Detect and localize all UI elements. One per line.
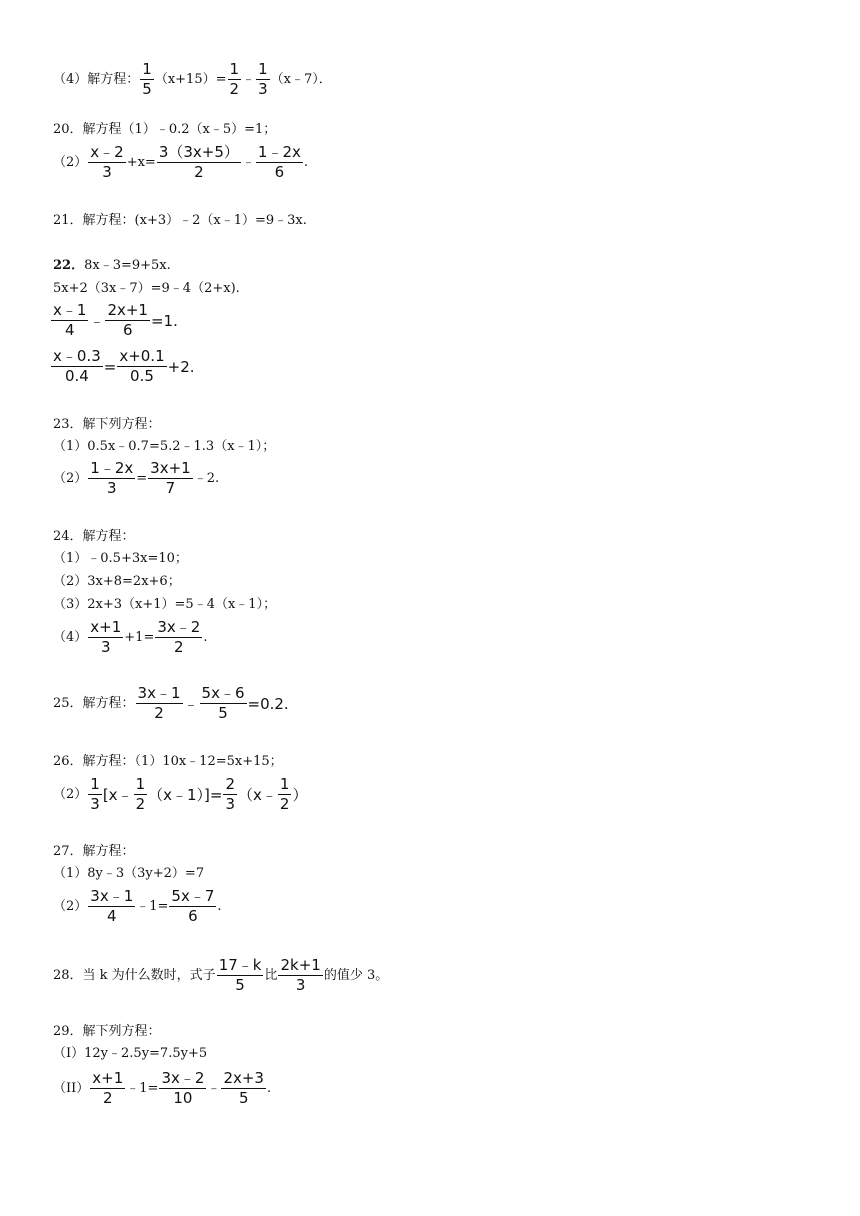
math-text: （x﹣7）． (270, 71, 332, 87)
q27-part1: （1）8y﹣3（3y+2）=7 (53, 866, 205, 881)
q29-part2 (53, 1069, 271, 1108)
q22-line2: 5x+2（3x﹣7）=9﹣4（2+x). (53, 281, 240, 296)
fraction: $\frac{5x﹣7}{6}$ (171, 887, 215, 925)
math-text: +2. (167, 357, 195, 376)
q23-heading: 23．解下列方程： (53, 417, 161, 432)
math-text: . (266, 1080, 272, 1096)
fraction: $\frac{3x﹣2}{10}$ (161, 1069, 205, 1107)
fraction: $\frac{3x﹣2}{2}$ (157, 618, 201, 656)
fraction: $\frac{2k+1}{3}$ (280, 956, 321, 994)
q24-part1: （1）﹣0.5+3x=10； (53, 551, 188, 566)
fraction: $\frac{x﹣2}{3}$ (90, 143, 124, 181)
math-text: =1. (150, 311, 178, 330)
math-text: ﹣ (241, 154, 255, 170)
fraction: $\frac{1}{3}$ (90, 775, 100, 813)
q22-line1 (53, 258, 171, 274)
question-text: 28．当 k 为什么数时，式子 (53, 967, 216, 983)
question-text: 比 (264, 967, 278, 983)
math-text: ） (292, 785, 308, 804)
fraction: $\frac{17﹣k}{5}$ (218, 956, 262, 994)
math-text: +1= (124, 629, 155, 645)
part-label: （2） (53, 470, 88, 486)
math-text: ﹣ (183, 694, 199, 713)
q23-part1: （1）0.5x﹣0.7=5.2﹣1.3（x﹣1）； (53, 439, 276, 454)
part-label: （2） (53, 898, 88, 914)
q24-part4 (53, 618, 207, 657)
q20-heading: 20．解方程（1）﹣0.2（x﹣5）=1； (53, 122, 277, 137)
question-label: 25．解方程： (53, 695, 135, 711)
q19-part4-label: （4）解方程： (53, 71, 140, 87)
fraction: $\frac{x﹣0.3}{0.4}$ (53, 347, 101, 385)
math-text: =0.2. (247, 694, 289, 713)
fraction: $\frac{x+0.1}{0.5}$ (119, 347, 165, 385)
fraction: $\frac{3x﹣1}{4}$ (90, 887, 134, 925)
q20-part2 (53, 143, 308, 182)
fraction: $\frac{1﹣2x}{3}$ (90, 459, 134, 497)
math-text: [x﹣ (102, 785, 133, 804)
fraction: $\frac{3x+1}{7}$ (150, 459, 191, 497)
math-text: . (203, 629, 208, 645)
fraction: $\frac{2}{3}$ (225, 775, 235, 813)
part-label: （2） (53, 154, 88, 170)
fraction: $\frac{3(3x+5)}{2}$ (158, 143, 239, 181)
fraction: $\frac{x﹣1}{4}$ (53, 301, 87, 339)
part-label: （4） (53, 629, 88, 645)
math-text: ﹣ (89, 311, 105, 330)
q22-line4 (50, 347, 195, 386)
fraction: $\frac{1}{5}$ (142, 60, 152, 98)
fraction: $\frac{3x﹣1}{2}$ (137, 684, 181, 722)
q23-part2 (53, 459, 219, 498)
math-text: ﹣ (242, 71, 256, 87)
q29-heading: 29．解下列方程： (53, 1024, 161, 1039)
q24-heading: 24．解方程： (53, 529, 135, 544)
fraction: $\frac{1}{3}$ (258, 60, 268, 98)
fraction: $\frac{2x+3}{5}$ (223, 1069, 264, 1107)
q27-part2 (53, 887, 222, 926)
q26-part2 (53, 775, 307, 814)
q24-part3: （3）2x+3（x+1）=5﹣4（x﹣1）； (53, 597, 277, 612)
equation-text: 8x﹣3=9+5x. (84, 258, 171, 273)
math-text: ﹣1= (136, 898, 169, 914)
fraction: $\frac{5x﹣6}{5}$ (201, 684, 245, 722)
math-text: +x= (126, 154, 156, 170)
fraction: $\frac{1}{2}$ (229, 60, 240, 98)
part-label: （2） (53, 786, 88, 802)
q24-part2: （2）3x+8=2x+6； (53, 574, 181, 589)
fraction: $\frac{1﹣2x}{6}$ (257, 143, 301, 181)
q26-heading: 26．解方程：（1）10x﹣12=5x+15； (53, 754, 283, 769)
part-label: （II） (53, 1080, 90, 1096)
math-text: . (217, 898, 222, 914)
q29-part1: （I）12y﹣2.5y=7.5y+5 (53, 1046, 208, 1061)
q19-part4 (53, 60, 332, 99)
question-text: 的值少 3。 (323, 967, 389, 983)
q25 (53, 684, 289, 723)
math-text: ﹣ (207, 1080, 221, 1096)
question-number: 22． (53, 258, 85, 273)
fraction: $\frac{2x+1}{6}$ (107, 301, 148, 339)
q28 (53, 956, 388, 995)
math-text: （x﹣ (238, 785, 277, 804)
math-text: = (103, 357, 117, 376)
q22-line3 (50, 301, 178, 340)
fraction: $\frac{1}{2}$ (135, 775, 146, 813)
fraction: $\frac{1}{2}$ (279, 775, 290, 813)
fraction: $\frac{x+1}{2}$ (92, 1069, 124, 1107)
q27-heading: 27．解方程： (53, 844, 135, 859)
math-text: . (303, 154, 309, 170)
math-text: （x﹣1）]= (148, 785, 223, 804)
fraction: $\frac{x+1}{3}$ (90, 618, 122, 656)
math-text: （x+15）= (154, 71, 227, 87)
q21-text: 21．解方程：(x+3）﹣2（x﹣1）=9﹣3x. (53, 213, 307, 228)
math-text: ﹣1= (126, 1080, 159, 1096)
math-text: = (136, 470, 148, 486)
math-text: ﹣2. (193, 470, 220, 486)
